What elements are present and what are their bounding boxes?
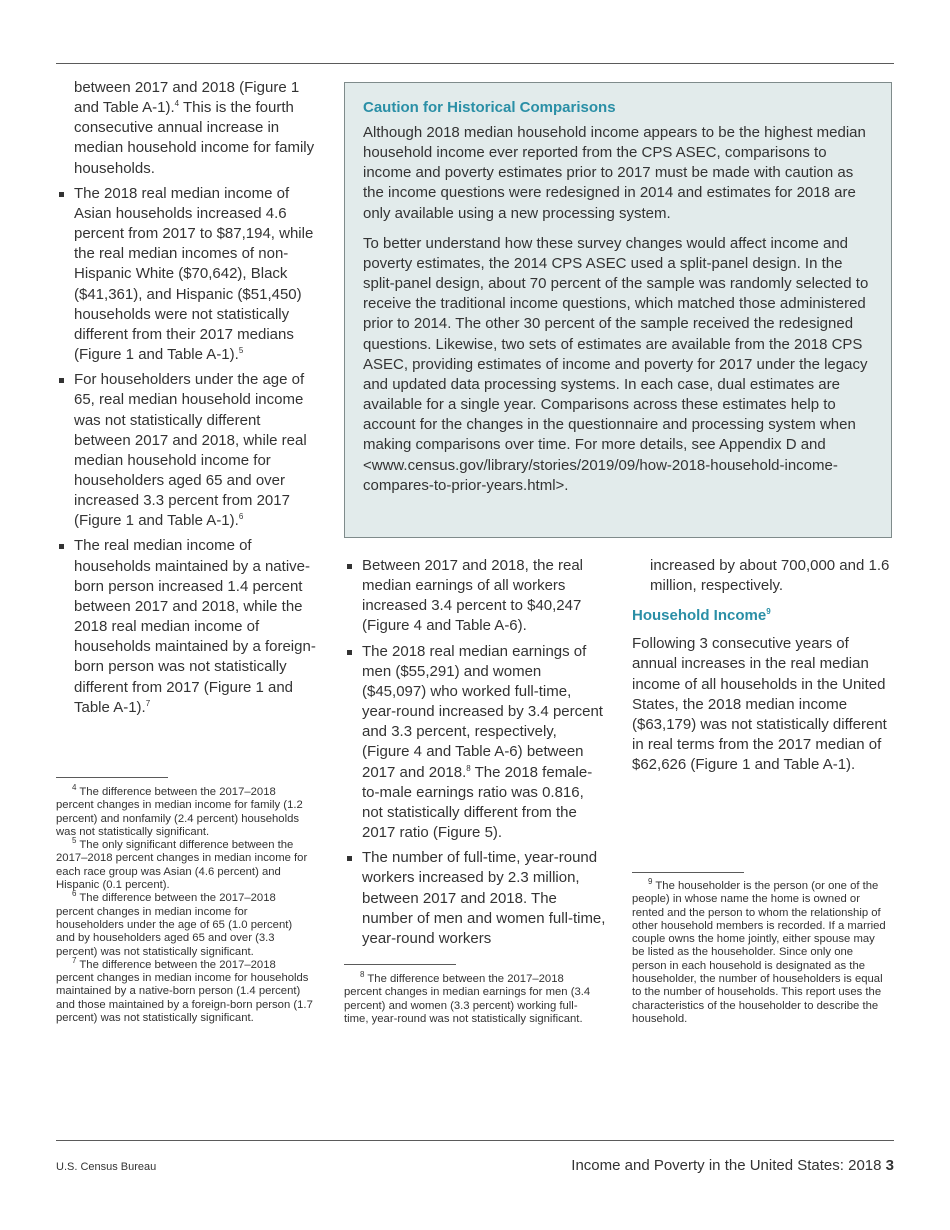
footnote-7: $^7$ The difference between the 2017–2018 percent changes in median income for households maintained by a native-born person (1.4 percent) and those maintained by a foreign-born person (1.7 percent) was not statistically significant. [56, 956, 313, 1025]
col2-bullet-list [344, 556, 606, 949]
column-3 [632, 556, 894, 775]
bullet-square-icon [59, 544, 64, 549]
column-1 [56, 78, 318, 718]
column-2 [344, 556, 606, 949]
bottom-rule [56, 1140, 894, 1141]
col3-continuation: increased by about 700,000 and 1.6 million, respectively. [650, 557, 890, 595]
caution-box [344, 82, 892, 538]
footnote-rule-3 [632, 872, 744, 873]
footnote-rule-2 [344, 964, 456, 965]
caution-title: Caution for Historical Comparisons [363, 99, 616, 116]
top-rule [56, 63, 894, 64]
list-item: The number of full-time, year-round workers increased by 2.3 million, between 2017 and 2018. The number of men and women full-time, year-round workers [344, 848, 606, 949]
footnote-5: $^5$ The only significant difference between the 2017–2018 percent changes in median income for each race group was Asian (4.6 percent) and Hispanic (0.1 percent). [56, 836, 308, 892]
bullet-square-icon [59, 378, 64, 383]
bullet-square-icon [59, 192, 64, 197]
footnote-col3 [632, 877, 890, 1026]
footer-report-title: Income and Poverty in the United States: 2018 [571, 1157, 882, 1174]
list-item: For householders under the age of 65, real median household income was not statistically different between 2017 and 2018, while real median household income for householders aged 65 and over increased 3.3 percent from 2017 (Figure 1 and Table A-1).$^6$ [56, 370, 318, 531]
list-item: Between 2017 and 2018, the real median earnings of all workers increased 3.4 percent to $40,247 (Figure 4 and Table A-6). [344, 556, 606, 637]
household-income-heading: Household Income$^9$ [632, 607, 771, 625]
footnote-6: $^6$ The difference between the 2017–2018 percent changes in median income for householders under the age of 65 (1.0 percent) and by householders aged 65 and over (3.3 percent) was not statistically significant. [56, 889, 293, 958]
list-item: The 2018 real median income of Asian households increased 4.6 percent from 2017 to $87,194, while the real median incomes of non-Hispanic White ($70,642), Black ($41,361), and Hispanic ($51,450) households were not statistically different from their 2017 medians (Figure 1 and Table A-1).$^5$ [56, 184, 318, 365]
caution-paragraph-2: To better understand how these survey changes would affect income and poverty estimates, the 2014 CPS ASEC used a split-panel design. In the split-panel design, about 70 percent of the sample was randomly selected to receive the traditional income questions, which matched those administered prior to 2014. The other 30 percent of the sample received the redesigned questions. Likewise, two sets of estimates are available from the 2018 CPS ASEC, providing estimates of income and poverty for 2017 under the legacy and updated data processing systems. In each case, dual estimates are available for a single year. Comparisons across these estimates help to account for the changes in the questionnaire and processing system when making comparisons over time. For more details, see Appendix D and <www.census.gov/library/stories/2019/09/how-2018-household-income-compares-to-prior-years.html>. [363, 234, 869, 494]
footnote-4: $^4$ The difference between the 2017–2018 percent changes in median income for family (1.2 percent) and nonfamily (2.4 percent) households was not statistically significant. [56, 783, 303, 838]
footnotes-col1 [56, 783, 314, 1025]
footer-title [571, 1157, 894, 1174]
bullet-square-icon [347, 564, 352, 569]
footnote-8: $^8$ The difference between the 2017–2018 percent changes in median earnings for men (3.4 percent) and women (3.3 percent) working full-time, year-round was not statistically significant. [344, 970, 591, 1025]
caution-paragraph-1: Although 2018 median household income appears to be the highest median household income ever reported from the CPS ASEC, comparisons to income and poverty estimates prior to 2017 must be made with caution as the income questions were redesigned in 2014 and estimates for 2018 are only available using a new processing system. [363, 124, 866, 222]
bullet-square-icon [347, 650, 352, 655]
list-item: The real median income of households maintained by a native-born person increased 1.4 percent between 2017 and 2018, while the 2018 real median income of households maintained by a foreign-born person was not statistically different from 2017 (Figure 1 and Table A-1).$^7$ [56, 536, 318, 717]
page-number: 3 [885, 1157, 894, 1174]
footnote-col2 [344, 970, 602, 1026]
list-item: The 2018 real median earnings of men ($55,291) and women ($45,097) who worked full-time, year-round increased by 3.4 percent and 3.3 percent, respectively, (Figure 4 and Table A-6) between 2017 and 2018.$^8$ The 2018 female-to-male earnings ratio was 0.816, not statistically different from the 2017 ratio (Figure 5). [344, 642, 606, 844]
footnote-rule-1 [56, 777, 168, 778]
footnote-9: $^9$ The householder is the person (or one of the people) in whose name the home is owned or rented and the person to whom the relationship of other household members is recorded. If a married couple owns the home jointly, either spouse may be listed as the householder. Since only one person in each household is designated as the householder, the number of householders is equal to the number of households. This report uses the characteristics of the householder to describe the household. [632, 877, 886, 1025]
household-income-paragraph: Following 3 consecutive years of annual increases in the real median income of all households in the United States, the 2018 median income ($63,179) was not statistically different in real terms from the 2017 median of $62,626 (Figure 1 and Table A-1). [632, 635, 887, 774]
bullet-square-icon [347, 856, 352, 861]
col1-continuation: between 2017 and 2018 (Figure 1 and Table A-1).$^4$ This is the fourth consecutive annual increase in median household income for family households. [74, 79, 315, 177]
footer-publisher: U.S. Census Bureau [56, 1161, 157, 1173]
col1-bullet-list [56, 184, 318, 718]
